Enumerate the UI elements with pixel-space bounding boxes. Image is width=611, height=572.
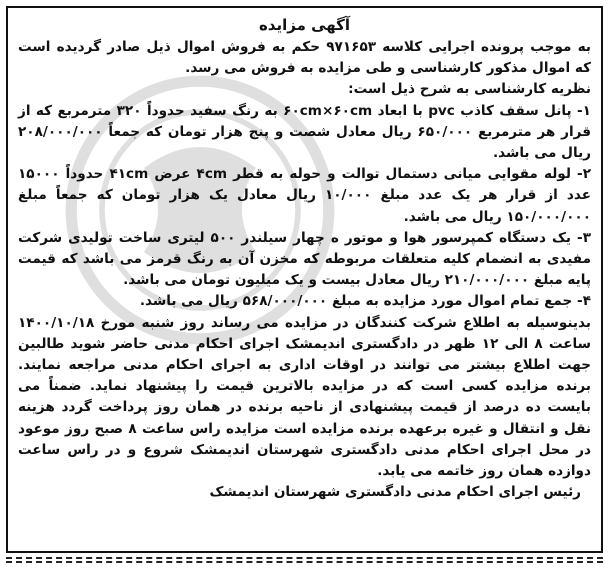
- auction-notice: [6, 6, 603, 553]
- notice-intro: به موجب پرونده اجرایی کلاسه ۹۷۱۶۵۳ حکم به فروش اموال ذیل صادر گردیده است که اموال مذکور کارشناسی و طی مزایده به فروش می رسد.: [18, 39, 591, 77]
- notice-body: بدینوسیله به اطلاع شرکت کنندگان در مزایده می رساند روز شنبه مورخ ۱۴۰۰/۱۰/۱۸ ساعت ۸ الی ۱۲ ظهر در دادگستری اندیمشک اجرای احکام مدنی حاضر شوید طالبین جهت اطلاع بیشتر می توانند در اوقات اداری به اجرای احکام مدنی مراجعه نمایند. برنده مزایده کسی است که در مزایده بالاترین قیمت را پیشنهاد نماید. ضمناً می بایست ده درصد از قیمت پیشنهادی از ناحیه برنده در همان روز پرداخت گردد هزینه نقل و انتقال و غیره برعهده برنده مزایده است مزایده راس ساعت ۸ صبح روز موعود در محل اجرای احکام مدنی دادگستری شهرستان اندیمشک شروع و در راس ساعت دوازده همان روز خاتمه می یابد.: [18, 314, 591, 480]
- item-3: ۳- یک دستگاه کمپرسور هوا و موتور ه چهار سیلندر ۵۰۰ لیتری ساخت تولیدی شرکت مفیدی به انضمام کلیه متعلقات مربوطه که مخزن آن به رنگ قرمز می باشد که قیمت پایه مبلغ ۲۱۰/۰۰۰/۰۰۰ ریال معادل بیست و یک میلیون تومان می باشد.: [18, 229, 591, 289]
- expert-heading: نظریه کارشناسی به شرح ذیل است:: [348, 81, 591, 98]
- notice-signature: رئیس اجرای احکام مدنی دادگستری شهرستان اندیمشک: [209, 484, 581, 501]
- item-2: ۲- لوله مقوایی میانی دستمال توالت و حوله به قطر ۴cm عرض ۴۱cm حدوداً ۱۵۰۰۰ عدد از قرار هر یک عدد مبلغ ۱۰/۰۰۰ ریال معادل یک هزار تومان که جمعاً مبلغ ۱۵۰/۰۰۰/۰۰۰ ریال می باشد.: [18, 166, 591, 225]
- item-4: ۴- جمع تمام اموال مورد مزایده به مبلغ ۵۶۸/۰۰۰/۰۰۰ ریال می باشد.: [139, 293, 591, 310]
- notice-title: آگهی مزایده: [258, 16, 351, 34]
- item-1: ۱- پانل سقف کاذب pvc با ابعاد ۶۰cm×۶۰cm به رنگ سفید حدوداً ۳۲۰ مترمربع که از قرار هر مترمربع ۶۵۰/۰۰۰ ریال معادل شصت و پنج هزار تومان که جمعاً ۲۰۸/۰۰۰/۰۰۰ ریال می باشد.: [18, 102, 591, 162]
- bottom-dashed-rule: [6, 557, 603, 563]
